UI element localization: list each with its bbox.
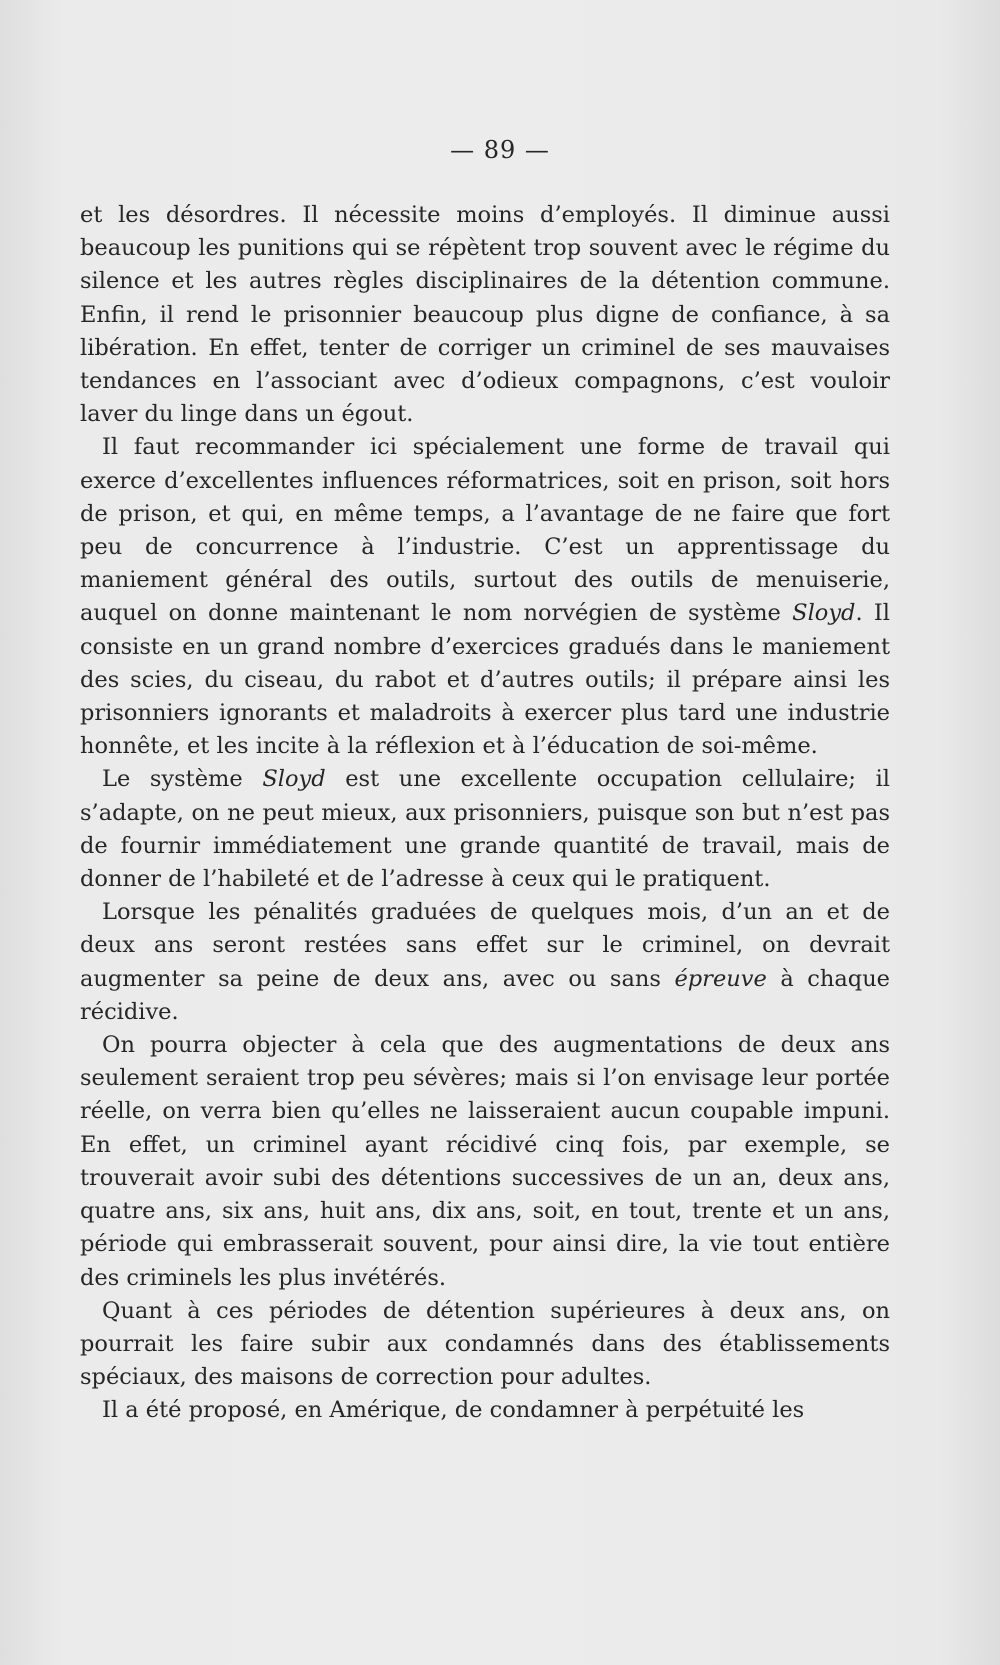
body-text — [80, 199, 890, 1428]
text-run: à chaque récidive. — [80, 965, 891, 1025]
italic-term: Sloyd — [792, 600, 856, 627]
text-run: Il a été proposé, en Amérique, de condamner à perpétuité les — [102, 1397, 805, 1424]
paragraph — [80, 896, 890, 1029]
paragraph — [80, 763, 890, 896]
paragraph — [80, 1029, 890, 1295]
paragraph — [80, 1295, 890, 1395]
paragraph — [80, 1394, 890, 1427]
page-number: — 89 — — [450, 136, 550, 164]
text-run: Le système — [102, 766, 263, 793]
paragraph — [80, 199, 890, 431]
italic-term: Sloyd — [262, 766, 326, 793]
text-run: . Il consiste en un grand nombre d’exercices gradués dans le maniement des scies, du ciseau, du rabot et d’autres outils; il prépare ainsi les prisonniers ignorants et maladroits à exercer plus tard une industrie honnête, et les incite à la réflexion et à l’éducation de soi-même. — [80, 600, 890, 760]
paragraph — [80, 431, 890, 763]
text-run: est une excellente occupation cellulaire; il s’adapte, on ne peut mieux, aux prisonniers, puisque son but n’est pas de fournir immédiatement une grande quantité de travail, mais de donner de l’habileté et de l’adresse à ceux qui le pratiquent. — [80, 766, 891, 893]
text-run: Il faut recommander ici spécialement une forme de travail qui exerce d’excellentes influences réformatrices, soit en prison, soit hors de prison, et qui, en même temps, a l’avantage de ne faire que fort peu de concurrence à l’industrie. C’est un apprentissage du maniement général des outils, surtout des outils de menuiserie, auquel on donne maintenant le nom norvégien de système — [80, 434, 890, 627]
text-run: On pourra objecter à cela que des augmentations de deux ans seulement seraient trop peu sévères; mais si l’on envisage leur portée réelle, on verra bien qu’elles ne laisseraient aucun coupable impuni. En effet, un criminel ayant récidivé cinq fois, par exemple, se trouverait avoir subi des détentions successives de un an, deux ans, quatre ans, six ans, huit ans, dix ans, soit, en tout, trente et un ans, période qui embrasserait souvent, pour ainsi dire, la vie tout entière des criminels les plus invétérés. — [80, 1032, 890, 1291]
text-run: Lorsque les pénalités graduées de quelques mois, d’un an et de deux ans seront restées sans effet sur le criminel, on devrait augmenter sa peine de deux ans, avec ou sans — [80, 899, 890, 992]
text-run: Quant à ces périodes de détention supérieures à deux ans, on pourrait les faire subir aux condamnés dans des établissements spéciaux, des maisons de correction pour adultes. — [80, 1297, 890, 1391]
italic-term: épreuve — [674, 965, 767, 992]
text-run: et les désordres. Il nécessite moins d’employés. Il diminue aussi beaucoup les punitions qui se répètent trop souvent avec le régime du silence et les autres règles disciplinaires de la détention commune. Enfin, il rend le prisonnier beaucoup plus digne de confiance, à sa libération. En effet, tenter de corriger un criminel de ses mauvaises tendances en l’associant avec d’odieux compagnons, c’est vouloir laver du linge dans un égout. — [80, 202, 890, 428]
